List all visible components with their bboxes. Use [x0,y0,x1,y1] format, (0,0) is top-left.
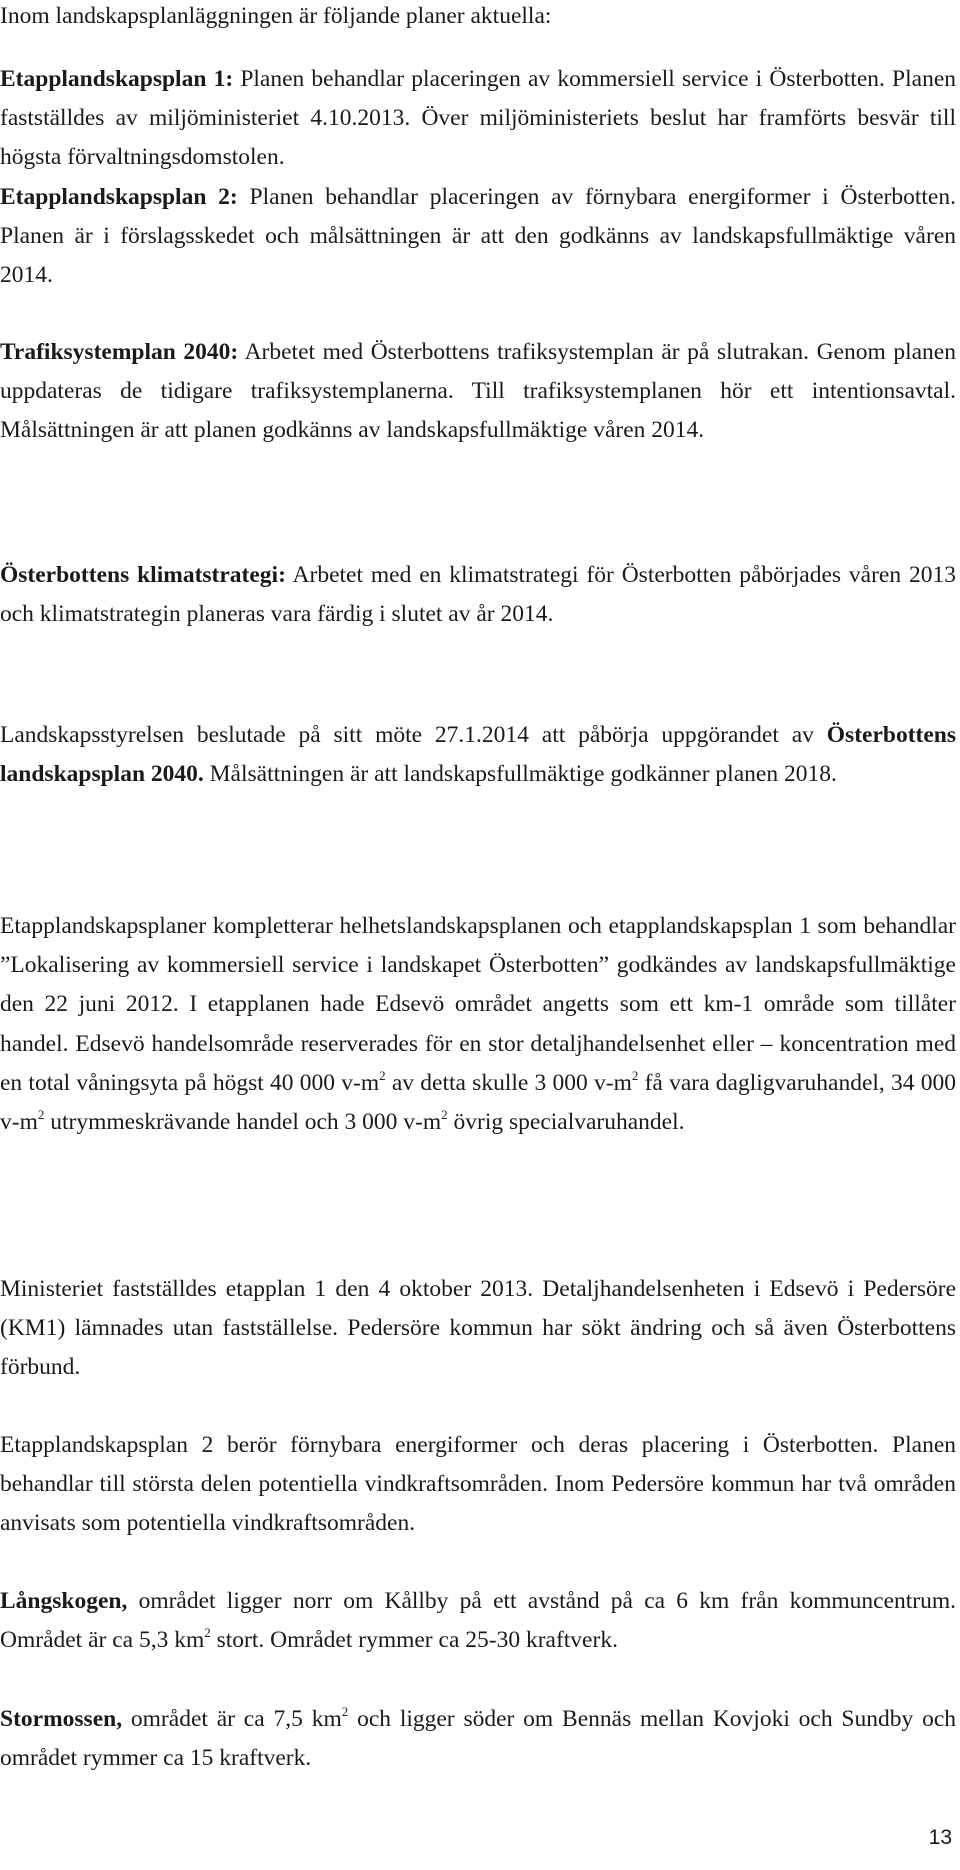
stormossen-paragraph [0,1700,956,1778]
etapp-text-3: få vara dagligvaruhandel, 34 000 v-m [0,1069,956,1136]
superscript: 2 [631,1067,639,1083]
etapp-text-5: övrig specialvaruhandel. [453,1109,685,1136]
plan2-text: Planen behandlar placeringen av förnybara energiformer i Österbotten. Planen är i förslagsskedet och målsättningen är att den godkänns av landskapsfullmäktige våren 2014. [0,184,956,289]
landskapsplan-pre: Landskapsstyrelsen beslutade på sitt möte 27.1.2014 att påbörja uppgörandet av [0,722,814,748]
langskogen-text-1: området ligger norr om Kållby på ett avstånd på ca 6 km från kommuncentrum. Området är ca 5,3 km [0,1588,957,1654]
landskapsplan-title: Österbottens landskapsplan 2040. [0,722,957,788]
etapp-text-1: Etapplandskapsplaner kompletterar helhetslandskapsplanen och etapplandskapsplan 1 som behandlar ”Lokalisering av kommersiell service i landskapet Österbotten” godkändes av landskapsfullmäktige den 22 juni 2012. I etapplanen hade Edsevö området angetts som ett km-1 område som tillåter handel. Edsevö handelsområde reserverades för en stor detaljhandelsenhet eller – koncentration med en total våningsyta på högst 40 000 v-m [0,913,956,1096]
traffic-paragraph [0,333,956,451]
climate-paragraph [0,556,956,634]
langskogen-label: Långskogen, [0,1588,128,1614]
superscript: 2 [379,1067,386,1083]
traffic-label: Trafiksystemplan 2040: [0,339,239,365]
page-number: 13 [928,1826,952,1849]
plan2-label: Etapplandskapsplan 2: [0,184,238,210]
superscript: 2 [37,1107,45,1123]
plan2-description-paragraph: Etapplandskapsplan 2 berör förnybara energiformer och deras placering i Österbotten. Planen behandlar till största delen potentiella vindkraftsområden. Inom Pedersöre kommun har två områden anvisats som potentiella vindkraftsområden. [0,1432,956,1537]
ministry-paragraph: Ministeriet fastställdes etapplan 1 den 4 oktober 2013. Detaljhandelsenheten i Edsevö i Pedersöre (KM1) lämnades utan fastställelse. Pedersöre kommun har sökt ändring och så även Österbottens förbund. [0,1276,956,1381]
langskogen-paragraph [0,1582,956,1660]
stormossen-text-2: och ligger söder om Bennäs mellan Kovjoki och Sundby och området rymmer ca 15 kraftverk. [0,1706,957,1772]
traffic-text: Arbetet med Österbottens trafiksystemplan är på slutrakan. Genom planen uppdateras de tidigare trafiksystemplanerna. Till trafiksystemplanen hör ett intentionsavtal. Målsättningen är att planen godkänns av landskapsfullmäktige våren 2014. [0,339,956,444]
etapp-paragraph [0,907,956,1142]
superscript: 2 [204,1625,211,1641]
plan1-paragraph [0,60,956,178]
climate-label: Österbottens klimatstrategi: [0,562,286,588]
superscript: 2 [441,1107,448,1123]
plan1-label: Etapplandskapsplan 1: [0,66,234,92]
landskapsplan-paragraph [0,716,956,794]
stormossen-text-1: området är ca 7,5 km [130,1706,342,1732]
plan2-paragraph [0,178,956,296]
stormossen-label: Stormossen, [0,1706,123,1732]
intro-paragraph: Inom landskapsplanläggningen är följande planer aktuella: [0,3,552,29]
landskapsplan-post: Målsättningen är att landskapsfullmäktige godkänner planen 2018. [209,761,837,788]
climate-text: Arbetet med en klimatstrategi för Österbotten påbörjades våren 2013 och klimatstrategin planeras vara färdig i slutet av år 2014. [0,562,956,628]
etapp-text-4: utrymmeskrävande handel och 3 000 v-m [50,1109,442,1136]
plan1-text: Planen behandlar placeringen av kommersiell service i Österbotten. Planen fastställdes av miljöministeriet 4.10.2013. Över miljöministeriets beslut har framförts besvär till högsta förvaltningsdomstolen. [0,66,957,171]
langskogen-text-2: stort. Området rymmer ca 25-30 kraftverk. [216,1627,618,1654]
etapp-text-2: av detta skulle 3 000 v-m [391,1069,632,1096]
superscript: 2 [341,1704,349,1719]
